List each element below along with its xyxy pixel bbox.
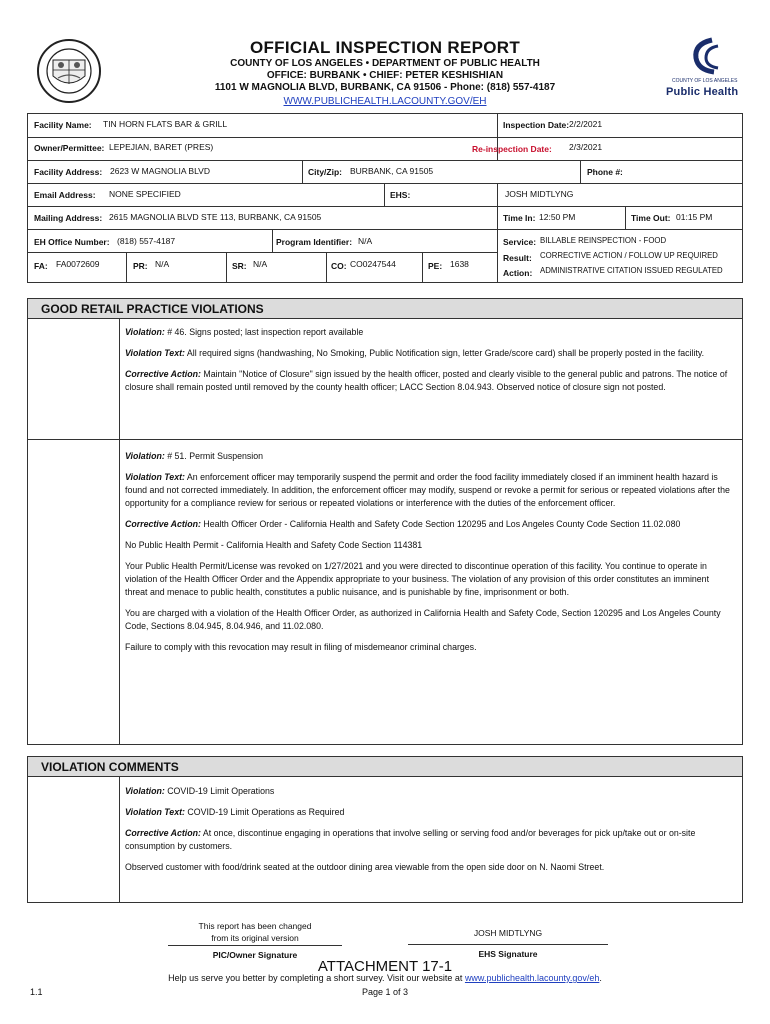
corrective-action-text: At once, discontinue engaging in operations that involve selling or serving food and/or beverages for pick up/take out or on-site consumption by customers.	[125, 828, 696, 851]
ehs-signature-label: EHS Signature	[478, 949, 538, 959]
violation-title: # 51. Permit Suspension	[167, 451, 264, 461]
violation-text: An enforcement officer may temporarily suspend the permit and order the food facility immediately closed if an imminent health hazard is found and not corrected immediately. In addition, the enforcement officer may modify, suspend or revoke a permit for serious or repeated violations after the opportunity for a compliance review for serious or repeated violations or interference with the duties of the enforcement officer.	[125, 472, 730, 508]
cityzip-label: City/Zip:	[308, 167, 342, 177]
reinspection-date-value: 2/3/2021	[569, 142, 603, 152]
fa-label: FA:	[34, 261, 48, 271]
no-permit-paragraph: No Public Health Permit - California Health and Safety Code Section 114381	[125, 540, 423, 550]
action-value: ADMINISTRATIVE CITATION ISSUED REGULATED	[540, 266, 723, 275]
report-header	[150, 38, 620, 107]
sr-label: SR:	[232, 261, 247, 271]
result-value: CORRECTIVE ACTION / FOLLOW UP REQUIRED	[540, 251, 718, 260]
pe-value: 1638	[450, 259, 469, 269]
survey-link[interactable]: www.publichealth.lacounty.gov/eh	[464, 973, 600, 983]
eh-office-value: (818) 557-4187	[117, 236, 176, 246]
violation-label: Violation:	[125, 451, 165, 461]
co-label: CO:	[331, 261, 347, 271]
result-label: Result:	[503, 253, 532, 263]
violation-label: Violation:	[125, 786, 165, 796]
owner-value: LEPEJIAN, BARET (PRES)	[109, 142, 214, 152]
pr-label: PR:	[133, 261, 148, 271]
corrective-action-label: Corrective Action:	[125, 369, 201, 379]
violation-text: COVID-19 Limit Operations as Required	[187, 807, 345, 817]
facility-name-value: TIN HORN FLATS BAR & GRILL	[103, 119, 228, 129]
ehs-label: EHS:	[390, 190, 411, 200]
corrective-action-label: Corrective Action:	[125, 519, 201, 529]
page-number: Page 1 of 3	[361, 987, 409, 997]
service-label: Service:	[503, 237, 537, 247]
header-website-link[interactable]: WWW.PUBLICHEALTH.LACOUNTY.GOV/EH	[283, 96, 487, 107]
ehs-signature-area	[408, 928, 608, 959]
co-value: CO0247544	[350, 259, 396, 269]
pic-signature-label: PIC/Owner Signature	[212, 950, 298, 960]
corrective-action-label: Corrective Action:	[125, 828, 201, 838]
ehs-signature-name: JOSH MIDTLYNG	[408, 928, 608, 945]
survey-text: Help us serve you better by completing a short survey. Visit our website at	[168, 973, 463, 983]
inspection-date-label: Inspection Date:	[503, 120, 570, 130]
fa-value: FA0072609	[56, 259, 100, 269]
service-value: BILLABLE REINSPECTION - FOOD	[540, 236, 667, 245]
violation-comments-heading: VIOLATION COMMENTS	[27, 756, 743, 777]
permit-revoked-paragraph: Your Public Health Permit/License was revoked on 1/27/2021 and you were directed to discontinue operation of this facility. You continue to operate in violation of the Health Officer Order and the Appendix appropriate to your business. The violation of any provision of this order constitutes an imminent threat and menace to public health, constitutes a public nuisance, and is punishable by fine, imprisonment or both.	[125, 561, 710, 597]
header-office: OFFICE: BURBANK • CHIEF: PETER KESHISHIAN	[266, 70, 504, 81]
owner-label: Owner/Permittee:	[34, 143, 105, 153]
observed-paragraph: Observed customer with food/drink seated at the outdoor dining area viewable from the open side door on N. Naomi Street.	[125, 862, 605, 872]
attachment-label: ATTACHMENT 17-1	[317, 958, 453, 975]
violation-block-46	[27, 319, 743, 440]
time-in-value: 12:50 PM	[539, 212, 576, 222]
corrective-action-text: Health Officer Order - California Health and Safety Code Section 120295 and Los Angeles County Code Section 11.02.080	[203, 519, 681, 529]
program-identifier-value: N/A	[358, 236, 373, 246]
report-changed-note: This report has been changed	[198, 921, 312, 931]
county-seal-logo	[36, 38, 102, 104]
violation-comment-block	[27, 777, 743, 903]
grp-violations-heading: GOOD RETAIL PRACTICE VIOLATIONS	[27, 298, 743, 319]
failure-paragraph: Failure to comply with this revocation may result in filing of misdemeanor criminal charges.	[125, 642, 477, 652]
public-health-logo	[662, 36, 744, 106]
facility-address-value: 2623 W MAGNOLIA BLVD	[110, 166, 210, 176]
reinspection-date-label: Re-inspection Date:	[472, 144, 552, 154]
time-out-value: 01:15 PM	[676, 212, 713, 222]
header-address: 1101 W MAGNOLIA BLVD, BURBANK, CA 91506 - Phone: (818) 557-4187	[214, 82, 556, 93]
form-version: 1.1	[30, 987, 43, 997]
violation-block-51	[27, 440, 743, 745]
facility-name-label: Facility Name:	[34, 120, 92, 130]
violation-text: All required signs (handwashing, No Smoking, Public Notification sign, letter Grade/score card) shall be properly posted in the facility.	[186, 348, 705, 358]
violation-text-label: Violation Text:	[125, 472, 185, 482]
email-label: Email Address:	[34, 190, 96, 200]
report-title: OFFICIAL INSPECTION REPORT	[249, 38, 521, 57]
eh-office-label: EH Office Number:	[34, 237, 110, 247]
pe-label: PE:	[428, 261, 443, 271]
corrective-action-text: Maintain "Notice of Closure" sign issued by the health officer, posted and clearly visible to the general public and patrons. The notice of closure shall remain posted until removed by the county health officer; LACC Section 8.04.943. Observed notice of closure sign not posted.	[125, 369, 728, 392]
violation-text-label: Violation Text:	[125, 807, 185, 817]
logo-county-text: COUNTY OF LOS ANGELES	[672, 78, 738, 84]
violation-text-label: Violation Text:	[125, 348, 185, 358]
facility-address-label: Facility Address:	[34, 167, 103, 177]
email-value: NONE SPECIFIED	[109, 189, 181, 199]
phone-label: Phone #:	[587, 167, 623, 177]
sr-value: N/A	[253, 259, 268, 269]
program-identifier-label: Program Identifier:	[276, 237, 353, 247]
survey-note: Help us serve you better by completing a short survey. Visit our website at www.publichealth.lacounty.gov/eh.	[168, 973, 602, 983]
ehs-value: JOSH MIDTLYNG	[505, 189, 574, 199]
time-out-label: Time Out:	[631, 213, 671, 223]
pic-signature-area	[160, 920, 350, 961]
action-label: Action:	[503, 268, 533, 278]
time-in-label: Time In:	[503, 213, 536, 223]
cityzip-value: BURBANK, CA 91505	[350, 166, 434, 176]
charged-paragraph: You are charged with a violation of the Health Officer Order, as authorized in California Health and Safety Code, Section 120295 and Los Angeles County Code, Sections 8.04.945, 8.04.946, and 11.02.080.	[125, 608, 721, 631]
report-changed-note-2: from its original version	[168, 932, 342, 946]
violation-title: # 46. Signs posted; last inspection report available	[167, 327, 364, 337]
pr-value: N/A	[155, 259, 170, 269]
mailing-address-value: 2615 MAGNOLIA BLVD STE 113, BURBANK, CA 91505	[109, 212, 322, 222]
violation-label: Violation:	[125, 327, 165, 337]
header-department: COUNTY OF LOS ANGELES • DEPARTMENT OF PUBLIC HEALTH	[230, 58, 540, 69]
violation-title: COVID-19 Limit Operations	[167, 786, 275, 796]
mailing-address-label: Mailing Address:	[34, 213, 103, 223]
logo-public-health-text: Public Health	[666, 86, 739, 98]
inspection-date-value: 2/2/2021	[569, 119, 603, 129]
